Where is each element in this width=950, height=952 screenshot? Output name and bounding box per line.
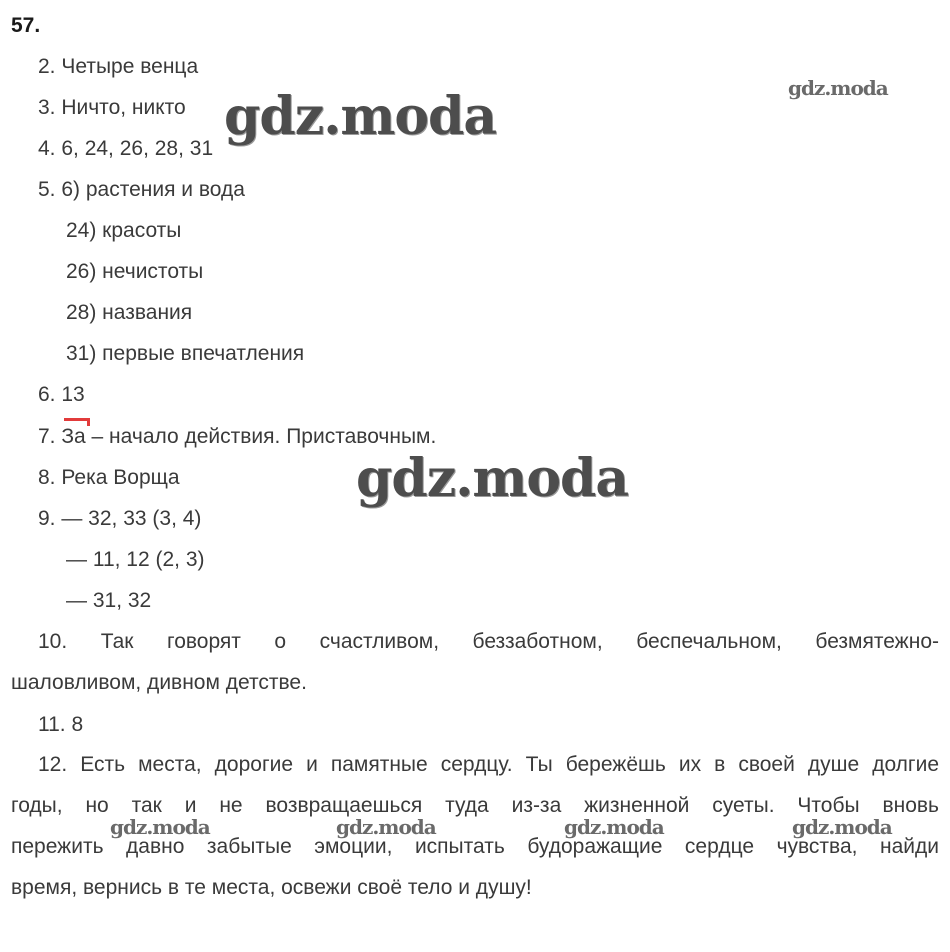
answer-5-sub-28: 28) названия [66, 301, 193, 324]
answer-10 [11, 621, 939, 703]
answer-3: 3. Ничто, никто [38, 96, 186, 119]
answer-9-sub-1: — 11, 12 (2, 3) [66, 548, 205, 571]
answer-9: 9. — 32, 33 (3, 4) [38, 507, 202, 530]
watermark-logo: gdz.moda [788, 76, 888, 100]
answer-12-line-1: 12. Есть места, дорогие и памятные сердцу. Ты бережёшь их в своей душе долгие [38, 753, 939, 776]
answer-5: 5. 6) растения и вода [38, 178, 245, 201]
answer-2: 2. Четыре венца [38, 55, 199, 78]
exercise-number: 57. [11, 14, 41, 37]
answer-8: 8. Река Ворща [38, 466, 180, 489]
answer-5-sub-26: 26) нечистоты [66, 260, 204, 283]
watermark-logo: gdz.moda [336, 815, 436, 839]
answer-11: 11. 8 [38, 713, 84, 736]
watermark-logo: gdz.moda [564, 815, 664, 839]
answer-10-line-1: 10. Так говорят о счастливом, беззаботном, беспечальном, безмятежно- [38, 630, 939, 653]
answer-12-line-3: пережить давно забытые эмоции, испытать будоражащие сердце чувства, найди [11, 835, 939, 858]
answer-12-line-2: годы, но так и не возвращаешься туда из-за жизненной суеты. Чтобы вновь [11, 794, 939, 817]
answer-5-sub-24: 24) красоты [66, 219, 182, 242]
watermark-logo: gdz.moda [356, 448, 629, 509]
answer-5-sub-31: 31) первые впечатления [66, 342, 305, 365]
answer-12-line-4: время, вернись в те места, освежи своё тело и душу! [11, 876, 532, 899]
watermark-logo: gdz.moda [110, 815, 210, 839]
answer-7: 7. За – начало действия. Приставочным. [38, 425, 437, 448]
watermark-logo: gdz.moda [224, 86, 497, 147]
answer-4: 4. 6, 24, 26, 28, 31 [38, 137, 214, 160]
answer-10-line-2: шаловливом, дивном детстве. [11, 671, 307, 694]
answer-9-sub-2: — 31, 32 [66, 589, 152, 612]
answer-6: 6. 13 [38, 383, 85, 406]
watermark-logo: gdz.moda [792, 815, 892, 839]
